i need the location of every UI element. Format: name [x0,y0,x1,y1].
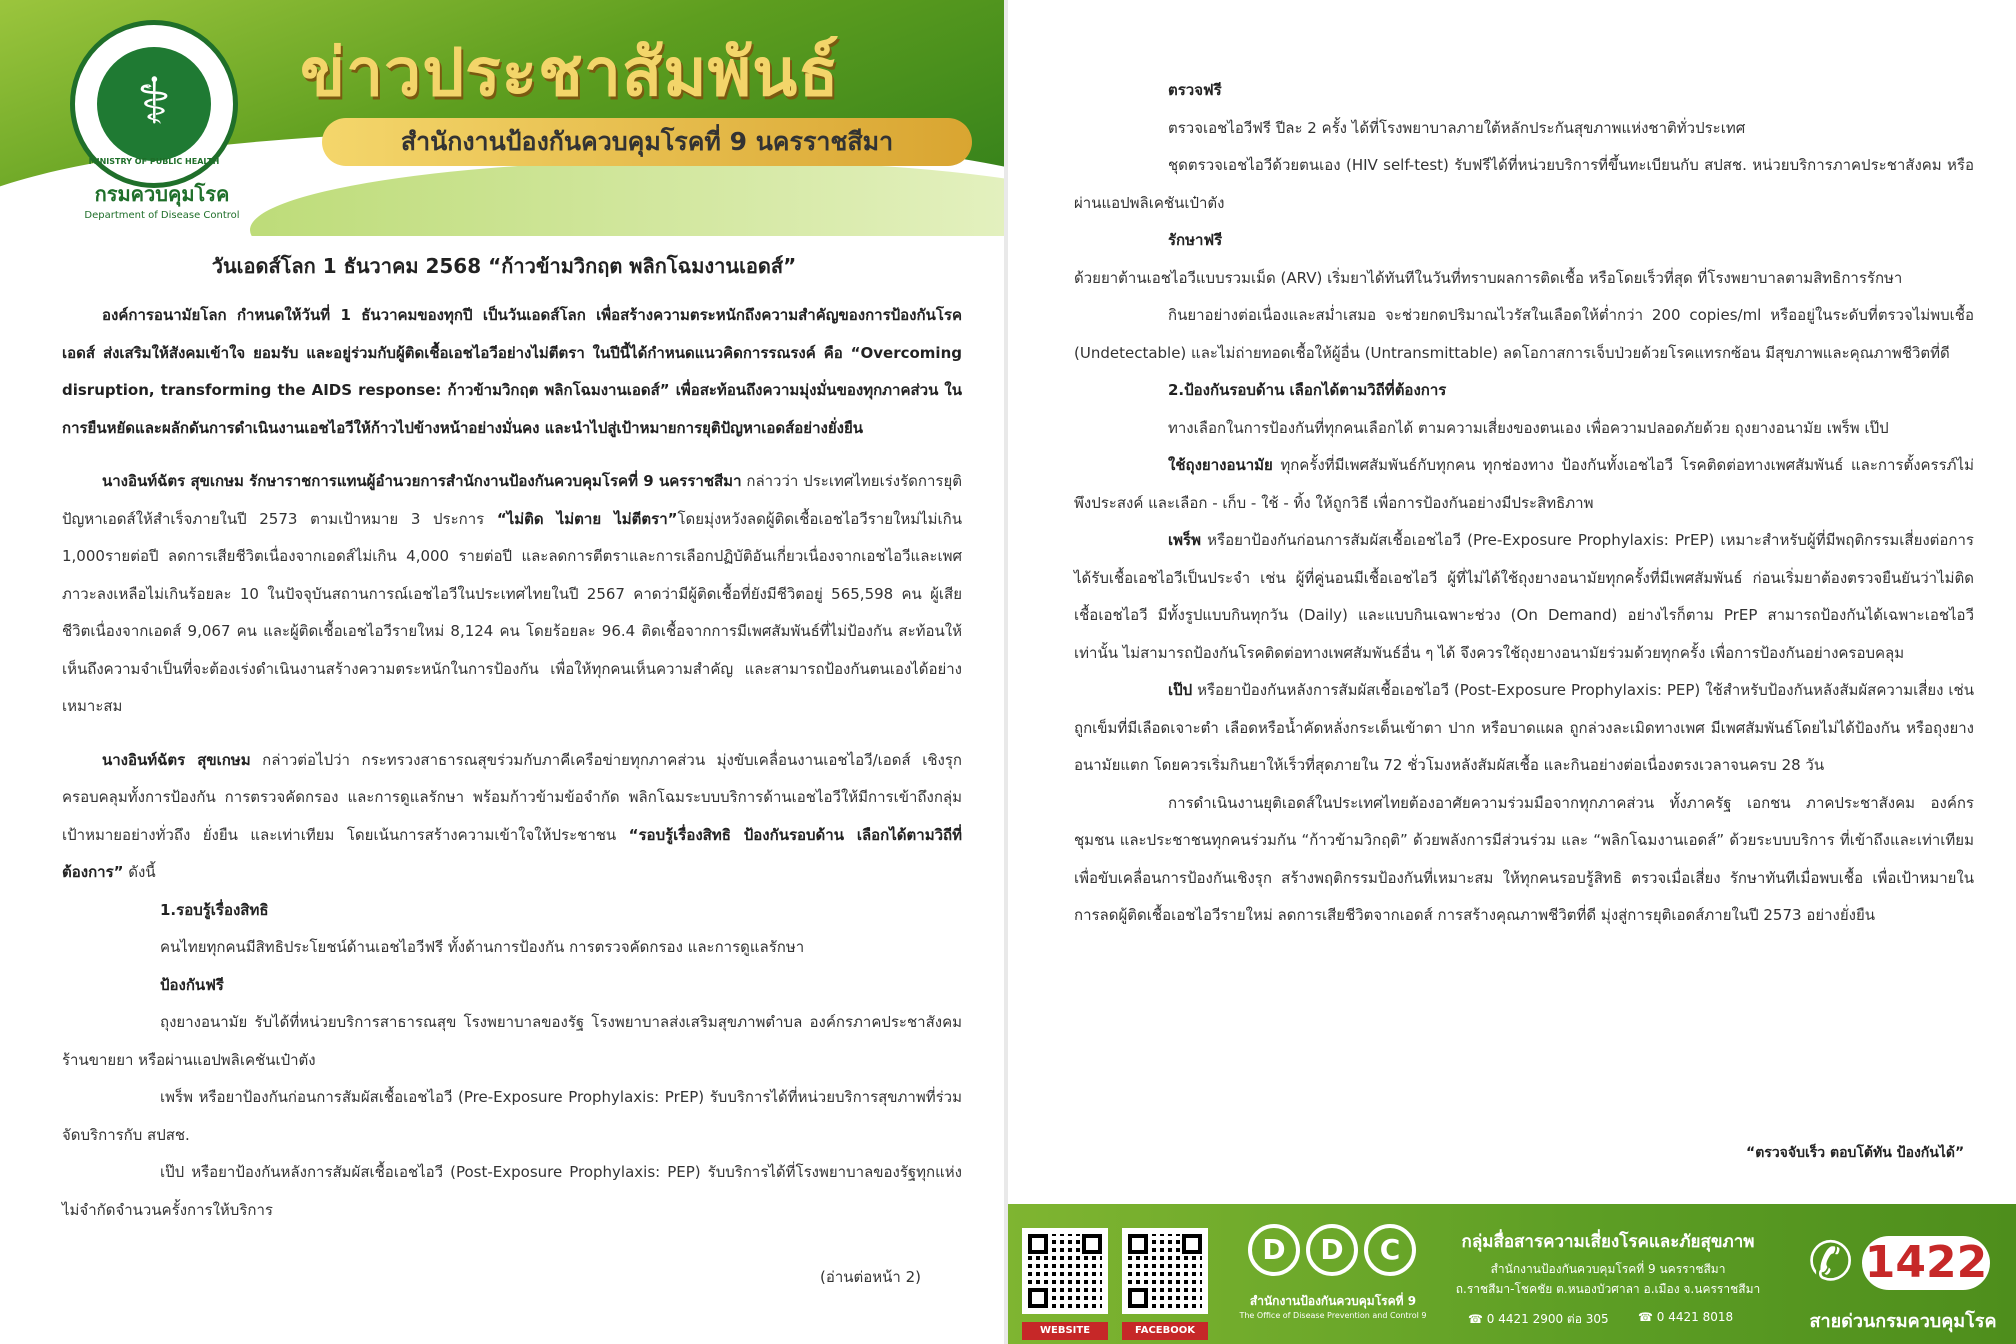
header-banner [0,0,1008,236]
ministry-logo [70,20,238,188]
ddc-subtitle-en: The Office of Disease Prevention and Control 9 [1239,1311,1427,1320]
department-name [72,178,252,221]
qr-corner [1082,1234,1102,1254]
department-name-en: Department of Disease Control [84,210,240,221]
paragraph-pep: เป๊ป หรือยาป้องกันหลังการสัมผัสเชื้อเอชไอวี (Post-Exposure Prophylaxis: PEP) รับบริการได้ที่โรงพยาบาลของรัฐทุกแห่ง ไม่จำกัดจำนวนครั้งการให้บริการ [62,1163,962,1219]
paragraph-self-test: ชุดตรวจเอชไอวีด้วยตนเอง (HIV self-test) รับฟรีได้ที่หน่วยบริการที่ขึ้นทะเบียนกับ สปสช. หน่วยบริการภาคประชาสังคม หรือผ่านแอปพลิเคชันเป๋าตัง [1074,156,1974,212]
paragraph-strategy [62,742,962,892]
page-title: ข่าวประชาสัมพันธ์ [300,34,840,111]
section-heading-free-prevention: ป้องกันฟรี [160,975,224,994]
paragraph-strategy-text-a: กล่าวต่อไปว่า กระทรวงสาธารณสุขร่วมกับภาคีเครือข่ายทุกภาคส่วน มุ่งขับเคลื่อนงานเอชไอวี/เอดส์ เชิงรุกครอบคลุมทั้งการป้องกัน การตรวจคัดกรอง และการดูแลรักษา พร้อมก้าวข้ามข้อจำกัด พลิกโฉมระบบบริการด้านเอชไอวีให้มีการเข้าถึงกลุ่มเป้าหมายอย่างทั่วถึง ยั่งยืน และเท่าเทียม โดยเน้นการสร้างความเข้าใจให้ประชาชน [62,750,962,844]
right-page [1008,0,2016,1344]
paragraph-prep-detail-text: หรือยาป้องกันก่อนการสัมผัสเชื้อเอชไอวี (Pre-Exposure Prophylaxis: PrEP) เหมาะสำหรับผู้ที่มีพฤติกรรมเสี่ยงต่อการได้รับเชื้อเอชไอวีเป็นประจำ เช่น ผู้ที่คู่นอนมีเชื้อเอชไอวี ผู้ที่ไม่ได้ใช้ถุงยางอนามัยทุกครั้งที่มีเพศสัมพันธ์ ก่อนเริ่มยาต้องตรวจยืนยันว่าไม่ติดเชื้อเอชไอวี มีทั้งรูปแบบกินทุกวัน (Daily) และแบบกินเฉพาะช่วง (On Demand) อย่างไรก็ตาม PrEP สามารถป้องกันได้เฉพาะเอชไอวีเท่านั้น ไม่สามารถป้องกันโรคติดต่อทางเพศสัมพันธ์อื่น ๆ ได้ จึงควรใช้ถุงยางอนามัยร่วมด้วยทุกครั้ง เพื่อการป้องกันอย่างครอบคลุม [1074,531,1974,662]
section-heading-free-testing: ตรวจฟรี [1168,81,1222,99]
director-name: นางอินท์ฉัตร สุขเกษม รักษาราชการแทนผู้อำนวยการสำนักงานป้องกันควบคุมโรคที่ 9 นครราชสีมา [102,472,742,490]
ddc-logo [1248,1224,1418,1294]
ddc-letter: D [1306,1224,1358,1276]
condom-label: ใช้ถุงยางอนามัย [1168,456,1273,474]
footer-banner [1008,1204,2016,1344]
fax-icon: ☎ [1638,1310,1657,1324]
spacer [62,447,962,463]
footer-phone-1 [1468,1310,1609,1329]
hotline-number: 1422 [1862,1236,1990,1290]
qr-corner [1028,1288,1048,1308]
paragraph-conclusion: การดำเนินงานยุติเอดส์ในประเทศไทยต้องอาศัยความร่วมมือจากทุกภาคส่วน ทั้งภาครัฐ เอกชน ภาคประชาสังคม องค์กร ชุมชน และประชาชนทุกคนร่วมกัน “ก้าวข้ามวิกฤติ” ด้วยพลังการมีส่วนร่วม และ “พลิกโฉมงานเอดส์” ด้วยระบบบริการ ที่เข้าถึงและเท่าเทียม เพื่อขับเคลื่อนการป้องกันเชิงรุก สร้างพฤติกรรมป้องกันที่เหมาะสม ให้ทุกคนรอบรู้สิทธิ ตรวจเมื่อเสี่ยง รักษาทันทีเมื่อพบเชื้อ เพื่อเป้าหมายในการลดผู้ติดเชื้อเอชไอวีรายใหม่ ลดการเสียชีวิตจากเอดส์ การสร้างคุณภาพชีวิตที่ดี มุ่งสู่การยุติเอดส์ภายในปี 2573 อย่างยั่งยืน [1074,793,1974,924]
hotline-label: สายด่วนกรมควบคุมโรค [1809,1311,1997,1332]
qr-corner [1128,1288,1148,1308]
logo-ring-text: MINISTRY OF PUBLIC HEALTH [88,157,220,166]
department-name-th: กรมควบคุมโรค [94,182,230,206]
phone-1-number: 0 4421 2900 ต่อ 305 [1486,1312,1609,1326]
paragraph-adherence: กินยาอย่างต่อเนื่องและสม่ำเสมอ จะช่วยกดปริมาณไวรัสในเลือดให้ต่ำกว่า 200 copies/ml หรืออยู่ในระดับที่ตรวจไม่พบเชื้อ (Undetectable) และไม่ถ่ายทอดเชื้อให้ผู้อื่น (Untransmittable) ลดโอกาสการเจ็บป่วยด้วยโรคแทรกซ้อน มีสุขภาพและคุณภาพชีวิตที่ดี [1074,306,1974,362]
paragraph-condom: ถุงยางอนามัย รับได้ที่หน่วยบริการสาธารณสุข โรงพยาบาลของรัฐ โรงพยาบาลส่งเสริมสุขภาพตำบล องค์กรภาคประชาสังคม ร้านขายยา หรือผ่านแอปพลิเคชันเป๋าตัง [62,1013,962,1069]
paragraph-arv: ด้วยยาต้านเอชไอวีแบบรวมเม็ด (ARV) เริ่มยาได้ทันทีในวันที่ทราบผลการติดเชื้อ หรือโดยเร็วที่สุด ที่โรงพยาบาลตามสิทธิการรักษา [1074,268,1903,287]
section-heading-rights: 1.รอบรู้เรื่องสิทธิ [160,900,269,919]
continue-note: (อ่านต่อหน้า 2) [820,1268,922,1286]
left-body [62,297,962,1229]
footer-phone-2 [1638,1310,1733,1324]
qr-corner [1128,1234,1148,1254]
phone-icon: ☎ [1468,1312,1487,1326]
ddc-letter: C [1364,1224,1416,1276]
ddc-subtitle-th: สำนักงานป้องกันควบคุมโรคที่ 9 [1249,1294,1417,1308]
ddc-letter: D [1248,1224,1300,1276]
paragraph-rights: คนไทยทุกคนมีสิทธิประโยชน์ด้านเอชไอวีฟรี ทั้งด้านการป้องกัน การตรวจคัดกรอง และการดูแลรักษา [160,938,805,956]
paragraph-testing: ตรวจเอชไอวีฟรี ปีละ 2 ครั้ง ได้ที่โรงพยาบาลภายใต้หลักประกันสุขภาพแห่งชาติทั่วประเทศ [1168,118,1746,137]
paragraph-prep: เพร็พ หรือยาป้องกันก่อนการสัมผัสเชื้อเอชไอวี (Pre-Exposure Prophylaxis: PrEP) รับบริการได้ที่หน่วยบริการสุขภาพที่ร่วมจัดบริการกับ สปสช. [62,1088,962,1144]
telephone-icon: ✆ [1808,1230,1854,1293]
qr-corner [1028,1234,1048,1254]
paragraph-choices: ทางเลือกในการป้องกันที่ทุกคนเลือกได้ ตามความเสี่ยงของตนเอง เพื่อความปลอดภัยด้วย ถุงยางอนามัย เพร็พ เป๊ป [1168,418,1889,437]
paragraph-condom-use-text: ทุกครั้งที่มีเพศสัมพันธ์กับทุกคน ทุกช่องทาง ป้องกันทั้งเอชไอวี โรคติดต่อทางเพศสัมพันธ์ และการตั้งครรภ์ไม่พึงประสงค์ และเลือก - เก็บ - ใช้ - ทิ้ง ให้ถูกวิธี เพื่อการป้องกันอย่างมีประสิทธิภาพ [1074,456,1974,512]
paragraph-director [62,463,962,726]
article-headline: วันเอดส์โลก 1 ธันวาคม 2568 “ก้าวข้ามวิกฤต พลิกโฉมงานเอดส์” [211,254,797,278]
paragraph-pep-detail-text: หรือยาป้องกันหลังการสัมผัสเชื้อเอชไอวี (Post-Exposure Prophylaxis: PEP) ใช้สำหรับป้องกันหลังสัมผัสความเสี่ยง เช่น ถูกเข็มที่มีเลือดเจาะตำ เลือดหรือน้ำคัดหลั่งกระเด็นเข้าตา ปาก หรือบาดแผล ถูกล่วงละเมิดทางเพศ มีเพศสัมพันธ์โดยไม่ได้ป้องกัน หรือถุงยางอนามัยแตก โดยควรเริ่มกินยาให้เร็วที่สุดภายใน 72 ชั่วโมงหลังสัมผัสเชื้อ และกินอย่างต่อเนื่องตรงเวลาจนครบ 28 วัน [1074,681,1974,774]
logo-inner [97,47,211,161]
section-heading-free-treatment: รักษาฟรี [1168,231,1223,249]
director-name-2: นางอินท์ฉัตร สุขเกษม [102,750,251,769]
footer-title: กลุ่มสื่อสารความเสี่ยงโรคและภัยสุขภาพ [1461,1232,1755,1252]
paragraph-condom-use [1074,447,1974,522]
paragraph-director-text-b: โดยมุ่งหวังลดผู้ติดเชื้อเอชไอวีรายใหม่ไม่เกิน 1,000รายต่อปี ลดการเสียชีวิตเนื่องจากเอดส์ไม่เกิน 4,000 รายต่อปี และลดการตีตราและการเลือกปฏิบัติอันเกี่ยวเนื่องจากเอชไอวีและเพศภาวะลงเหลือไม่เกินร้อยละ 10 ในปัจจุบันสถานการณ์เอชไอวีในประเทศไทยในปี 2567 คาดว่ามีผู้ติดเชื้อที่ยังมีชีวิตอยู่ 565,598 คน ผู้เสียชีวิตเนื่องจากเอดส์ 9,067 คน และผู้ติดเชื้อเอชไอวีรายใหม่ 8,124 คน โดยร้อยละ 96.4 ติดเชื้อจากการมีเพศสัมพันธ์ที่ไม่ป้องกัน สะท้อนให้เห็นถึงความจำเป็นที่จะต้องเร่งดำเนินงานสร้างความตระหนักในการป้องกัน เพื่อให้ทุกคนเห็นความสำคัญ และสามารถป้องกันตนเองได้อย่างเหมาะสม [62,509,962,715]
phone-2-number: 0 4421 8018 [1656,1310,1734,1324]
hotline-badge[interactable] [1808,1228,1998,1300]
footer-office: สำนักงานป้องกันควบคุมโรคที่ 9 นครราชสีมา [1490,1262,1726,1276]
paragraph-pep-detail [1074,672,1974,785]
paragraph-strategy-text-b: ดังนี้ [128,863,156,881]
closing-slogan: “ตรวจจับเร็ว ตอบโต้ทัน ป้องกันได้” [1746,1145,1965,1161]
website-label: WEBSITE [1022,1322,1108,1340]
page-subtitle: สำนักงานป้องกันควบคุมโรคที่ 9 นครราชสีมา [322,118,972,166]
website-qr-code[interactable] [1022,1228,1108,1314]
right-body [1074,72,1974,935]
pep-label: เป๊ป [1168,681,1193,699]
campaign-slogan: “รอบรู้เรื่องสิทธิ ป้องกันรอบด้าน เลือกได้ตามวิถีที่ต้องการ” [62,825,962,881]
goal-slogan: “ไม่ติด ไม่ตาย ไม่ตีตรา” [496,509,678,528]
facebook-qr-code[interactable] [1122,1228,1208,1314]
paragraph-prep-detail [1074,522,1974,672]
ddc-subtitle [1233,1292,1433,1320]
caduceus-icon: ⚕ [136,65,172,139]
prep-label: เพร็พ [1168,531,1201,549]
qr-corner [1182,1234,1202,1254]
footer-address: ถ.ราชสีมา-โชคชัย ต.หนองบัวศาลา อ.เมือง จ.นครราชสีมา [1455,1282,1761,1296]
paragraph-intro: องค์การอนามัยโลก กำหนดให้วันที่ 1 ธันวาคมของทุกปี เป็นวันเอดส์โลก เพื่อสร้างความตระหนักถึงความสำคัญของการป้องกันโรคเอดส์ ส่งเสริมให้สังคมเข้าใจ ยอมรับ และอยู่ร่วมกับผู้ติดเชื้อเอชไอวีอย่างไม่ตีตรา ในปีนี้ได้กำหนดแนวคิดการรณรงค์ คือ “Overcoming disruption, transforming the AIDS response: ก้าวข้ามวิกฤต พลิกโฉมงานเอดส์” เพื่อสะท้อนถึงความมุ่งมั่นของทุกภาคส่วน ในการยืนหยัดและผลักดันการดำเนินงานเอชไอวีให้ก้าวไปข้างหน้าอย่างมั่นคง และนำไปสู่เป้าหมายการยุติปัญหาเอดส์อย่างยั่งยืน [62,306,962,437]
section-heading-prevention: 2.ป้องกันรอบด้าน เลือกได้ตามวิถีที่ต้องการ [1168,381,1447,399]
paragraph-director-text-a: กล่าวว่า ประเทศไทยเร่งรัดการยุติปัญหาเอดส์ให้สำเร็จภายในปี 2573 ตามเป้าหมาย 3 ประการ [62,472,962,528]
spacer [62,726,962,742]
facebook-label: FACEBOOK [1122,1322,1208,1340]
